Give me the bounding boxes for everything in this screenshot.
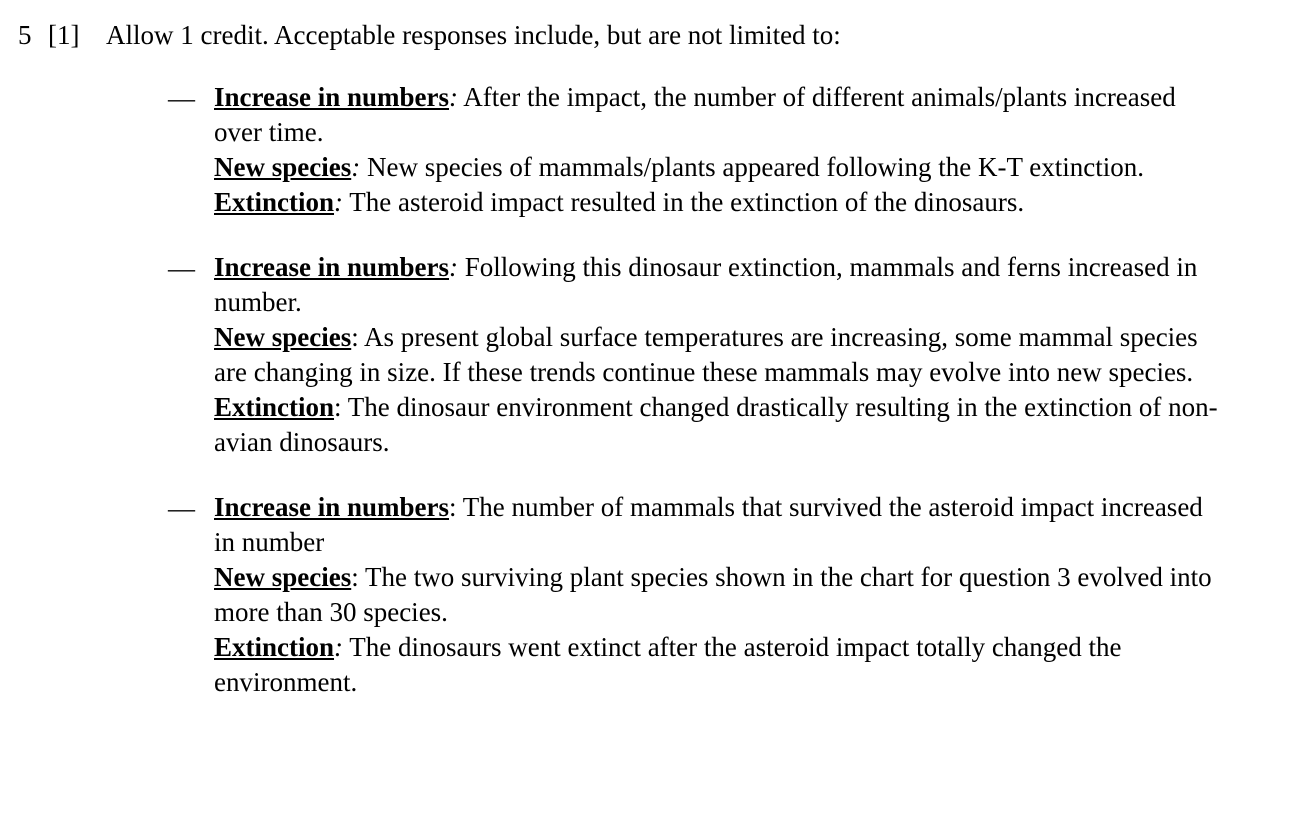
answer-block bbox=[168, 250, 1300, 460]
answer-text: New species of mammals/plants appeared following the K-T extinction. bbox=[360, 152, 1145, 182]
answer-line bbox=[214, 250, 1230, 320]
bullet-dash-icon: — bbox=[168, 83, 195, 113]
bullet-dash-icon: — bbox=[168, 253, 195, 283]
answer-label: New species bbox=[214, 562, 352, 592]
answer-separator: : bbox=[334, 632, 344, 662]
answer-text: The dinosaur environment changed drastically resulting in the extinction of non-avian dinosaurs. bbox=[214, 392, 1218, 457]
answer-label: Increase in numbers bbox=[214, 492, 450, 522]
answer-lines bbox=[214, 250, 1230, 460]
answer-line bbox=[214, 320, 1230, 390]
answer-line bbox=[214, 80, 1230, 150]
answer-separator: : bbox=[334, 392, 342, 422]
answer-line bbox=[214, 490, 1230, 560]
answer-text: The two surviving plant species shown in the chart for question 3 evolved into more than 30 species. bbox=[214, 562, 1212, 627]
answer-line bbox=[214, 560, 1230, 630]
answer-text: After the impact, the number of different animals/plants increased over time. bbox=[214, 82, 1176, 147]
answer-separator: : bbox=[351, 562, 359, 592]
answer-line bbox=[214, 390, 1230, 460]
answer-text: The asteroid impact resulted in the extinction of the dinosaurs. bbox=[343, 187, 1025, 217]
acceptable-responses-list bbox=[0, 80, 1300, 700]
answer-separator: : bbox=[449, 82, 459, 112]
answer-separator: : bbox=[334, 187, 344, 217]
answer-line bbox=[214, 185, 1230, 220]
answer-label: New species bbox=[214, 322, 352, 352]
answer-separator: : bbox=[351, 152, 361, 182]
answer-label: Extinction bbox=[214, 392, 335, 422]
answer-text: Following this dinosaur extinction, mammals and ferns increased in number. bbox=[214, 252, 1198, 317]
answer-label: Increase in numbers bbox=[214, 82, 450, 112]
answer-line bbox=[214, 150, 1230, 185]
question-header bbox=[0, 0, 1300, 52]
answer-text: As present global surface temperatures are increasing, some mammal species are changing in size. If these trends continue these mammals may evolve into new species. bbox=[214, 322, 1198, 387]
answer-label: Extinction bbox=[214, 632, 335, 662]
answer-block bbox=[168, 490, 1300, 700]
answer-text: The dinosaurs went extinct after the asteroid impact totally changed the environment. bbox=[214, 632, 1122, 697]
answer-separator: : bbox=[351, 322, 359, 352]
answer-separator: : bbox=[449, 252, 459, 282]
answer-label: New species bbox=[214, 152, 352, 182]
answer-label: Extinction bbox=[214, 187, 335, 217]
answer-block bbox=[168, 80, 1300, 220]
answer-label: Increase in numbers bbox=[214, 252, 450, 282]
answer-text: The number of mammals that survived the asteroid impact increased in number bbox=[214, 492, 1203, 557]
question-number: 5 bbox=[18, 20, 32, 50]
answer-line bbox=[214, 630, 1230, 700]
answer-separator: : bbox=[449, 492, 457, 522]
answer-lines bbox=[214, 80, 1230, 220]
question-credit: [1] bbox=[48, 20, 80, 50]
bullet-dash-icon: — bbox=[168, 493, 195, 523]
answer-lines bbox=[214, 490, 1230, 700]
question-stem: Allow 1 credit. Acceptable responses include, but are not limited to: bbox=[106, 20, 841, 50]
